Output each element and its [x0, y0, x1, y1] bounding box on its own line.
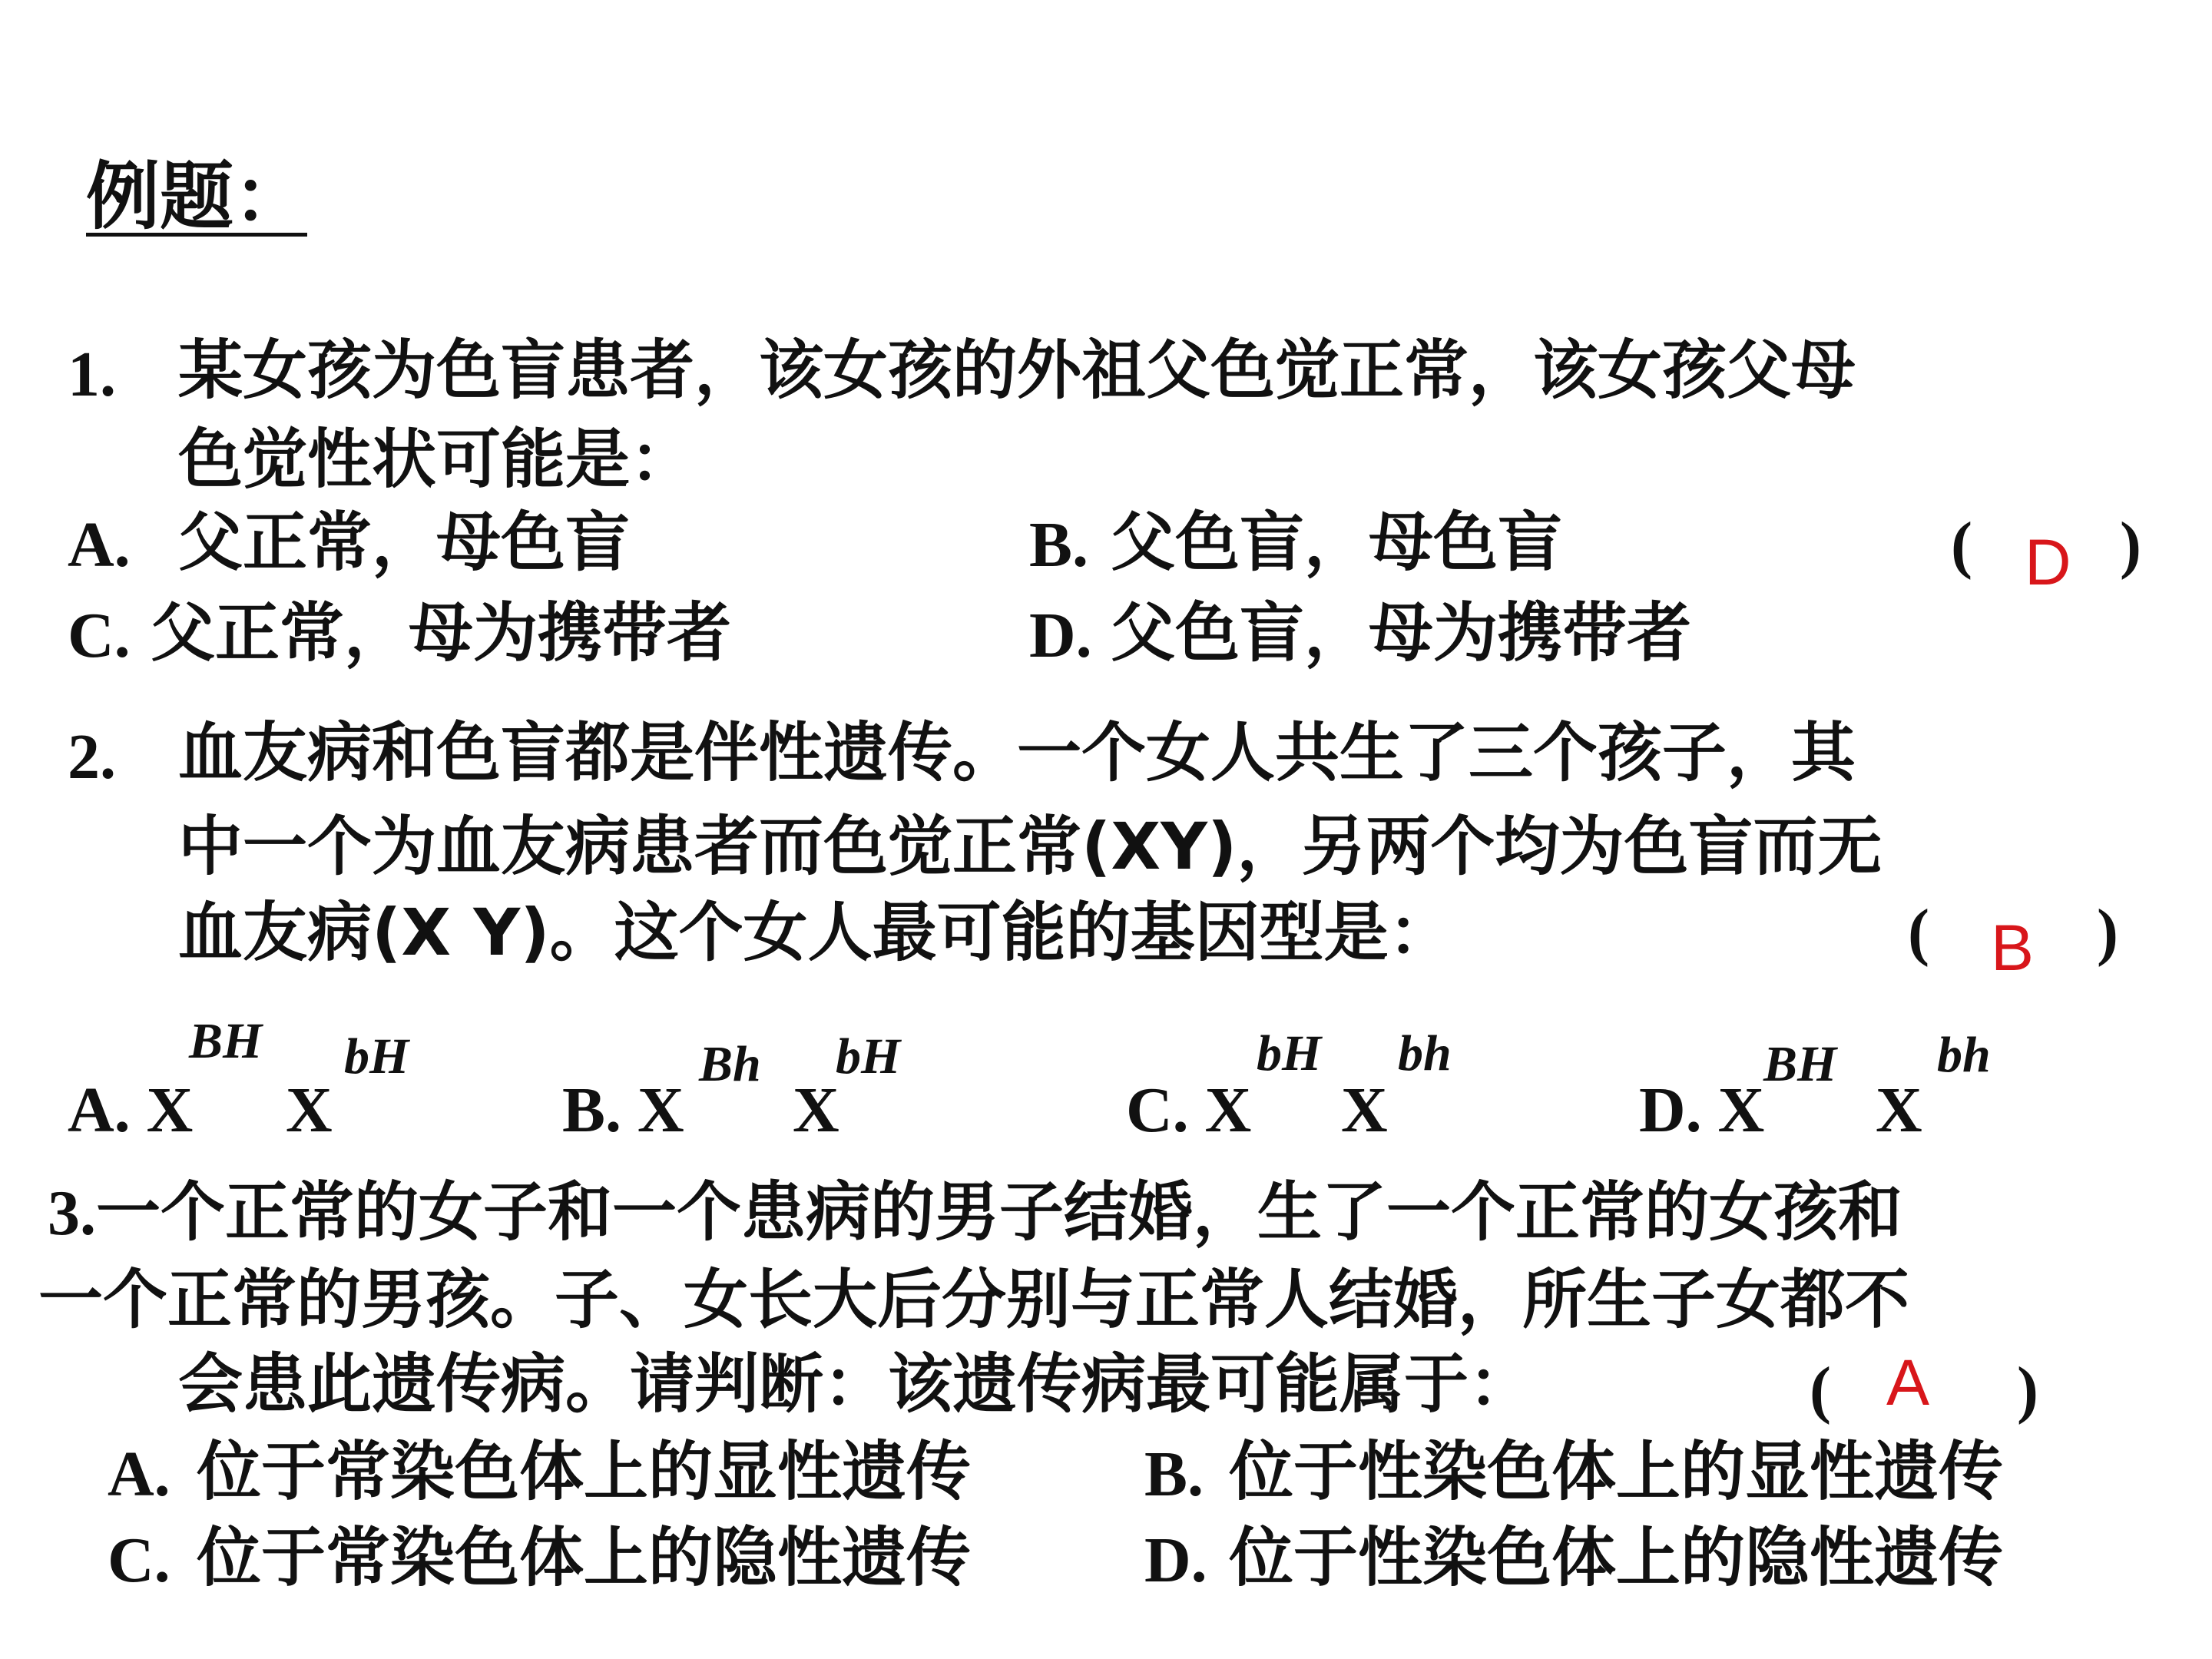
q2-option-a-sup2: bH	[344, 1028, 409, 1084]
q1-option-c-label: C.	[68, 600, 131, 671]
q2-option-c-sup2: bh	[1398, 1025, 1452, 1081]
q2-paren-close: )	[2097, 896, 2118, 968]
q1-answer: D	[2025, 526, 2071, 598]
q2-option-b-sup2: bH	[836, 1028, 901, 1084]
q2-option-a-sup1: BH	[189, 1013, 263, 1069]
q3-stem-line3: 会患此遗传病。请判断：该遗传病最可能属于：	[178, 1346, 1534, 1422]
q2-paren-open: (	[1908, 896, 1929, 968]
q3-stem-line1	[48, 1174, 1903, 1250]
q2-option-c-x2: X	[1341, 1075, 1388, 1146]
q1-option-a-text: 父正常，母色盲	[178, 505, 631, 580]
q3-paren-open: (	[1810, 1354, 1831, 1426]
q3-number: 3.	[48, 1177, 96, 1249]
q2-option-a-label: A. X	[68, 1075, 194, 1146]
q2-option-d-sup1: BH	[1763, 1036, 1837, 1092]
q3-option-b-text: 位于性染色体上的显性遗传	[1229, 1434, 2004, 1509]
q3-option-b-label: B.	[1144, 1439, 1204, 1510]
q1-option-b-text: 父色盲，母色盲	[1111, 505, 1563, 580]
q3-option-a-text: 位于常染色体上的显性遗传	[197, 1434, 972, 1509]
q2-option-d-x2: X	[1876, 1075, 1922, 1146]
q3-option-d-label: D.	[1144, 1525, 1207, 1596]
q2-stem-line1: 血友病和色盲都是伴性遗传。一个女人共生了三个孩子，其	[178, 715, 1856, 790]
q1-stem-line2: 色觉性状可能是：	[178, 422, 695, 497]
q2-option-b-label: B. X	[562, 1075, 684, 1146]
q1-stem-line1: 某女孩为色盲患者，该女孩的外祖父色觉正常，该女孩父母	[178, 333, 1856, 408]
q3-option-c-text: 位于常染色体上的隐性遗传	[197, 1520, 972, 1595]
q1-number: 1.	[68, 339, 116, 410]
q2-option-c-label: C. X	[1126, 1075, 1252, 1146]
page-title: 例题：	[86, 154, 307, 240]
q3-option-d-text: 位于性染色体上的隐性遗传	[1229, 1520, 2004, 1595]
q2-stem-line3: 血友病(X Y)。这个女人最可能的基因型是：	[178, 895, 1453, 970]
q3-option-a-label: A.	[108, 1439, 171, 1510]
q2-answer: B	[1991, 912, 2035, 984]
q2-option-d-sup2: bh	[1937, 1027, 1991, 1083]
q2-option-a-x2: X	[286, 1075, 333, 1146]
q1-paren-open: (	[1951, 509, 1972, 581]
q2-stem-line2: 中一个为血友病患者而色觉正常(XY)，另两个均为色盲而无	[178, 809, 1883, 884]
q1-option-d-label: D.	[1029, 600, 1092, 671]
q2-option-b-x2: X	[793, 1075, 839, 1146]
q1-option-d-text: 父色盲，母为携带者	[1111, 595, 1692, 671]
q3-paren-close: )	[2017, 1354, 2038, 1426]
q3-line1-text: 一个正常的女子和一个患病的男子结婚，生了一个正常的女孩和	[96, 1174, 1903, 1250]
q2-number: 2.	[68, 721, 116, 793]
q2-option-c-sup1: bH	[1257, 1025, 1322, 1081]
q3-option-c-label: C.	[108, 1525, 171, 1596]
q1-option-c-text: 父正常，母为携带者	[151, 595, 732, 671]
q1-option-a-label: A.	[68, 509, 131, 581]
q2-option-d-label: D. X	[1639, 1075, 1765, 1146]
q1-option-b-label: B.	[1029, 509, 1089, 581]
q2-option-b-sup1: Bh	[699, 1036, 761, 1092]
q3-stem-line2: 一个正常的男孩。子、女长大后分别与正常人结婚，所生子女都不	[38, 1262, 1910, 1337]
q3-answer: A	[1886, 1346, 1930, 1419]
q1-paren-close: )	[2120, 509, 2141, 581]
